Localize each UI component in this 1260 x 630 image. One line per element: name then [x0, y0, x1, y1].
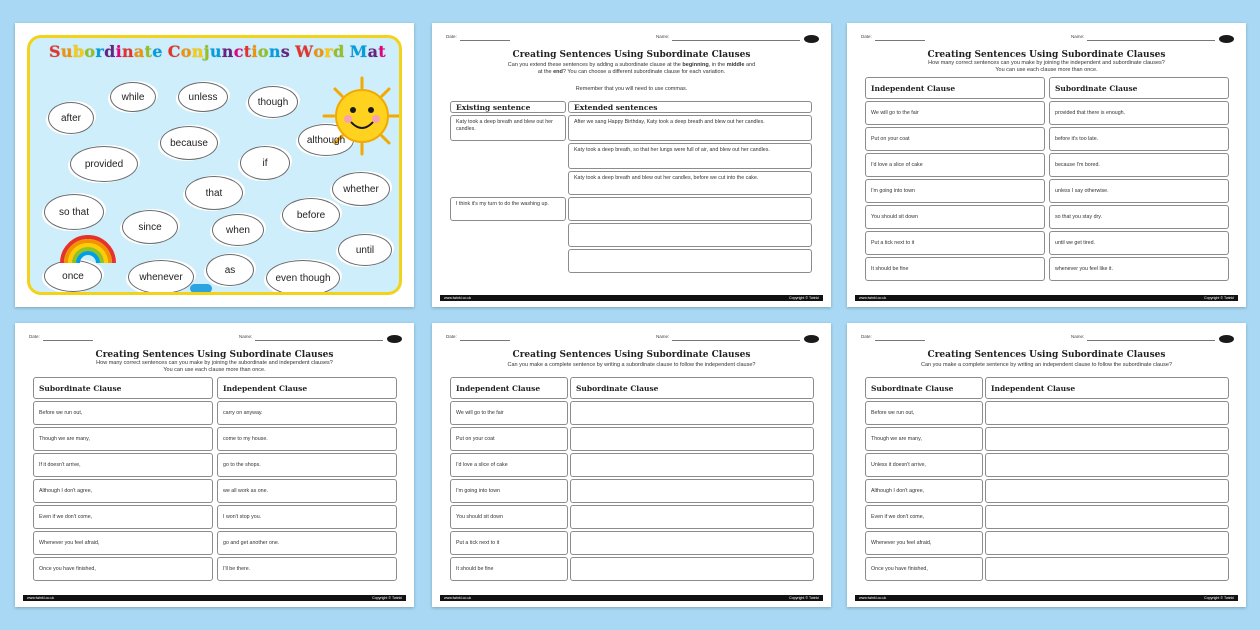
- clause-cell: Although I don't agree,: [865, 479, 983, 503]
- date-label: Date:: [446, 34, 457, 39]
- clause-cell: Put on your coat: [865, 127, 1045, 151]
- clause-cell: Whenever you feel afraid,: [33, 531, 213, 555]
- column-header: Independent Clause: [450, 377, 568, 399]
- clause-cell: whenever you feel like it.: [1049, 257, 1229, 281]
- clause-cell: so that you stay dry.: [1049, 205, 1229, 229]
- column-header: Existing sentence: [450, 101, 566, 113]
- clause-cell: Though we are many,: [33, 427, 213, 451]
- cloud-word: provided: [70, 146, 138, 182]
- footer-bar: [23, 595, 406, 601]
- clause-cell: Although I don't agree,: [33, 479, 213, 503]
- footer-bar: [440, 295, 823, 301]
- extended-sentence[interactable]: Katy took a deep breath, so that her lungs were full of air, and blew out her candles.: [568, 143, 812, 169]
- date-line[interactable]: [43, 340, 93, 341]
- date-label: Date:: [446, 334, 457, 339]
- cloud-word: since: [122, 210, 178, 244]
- clause-cell: Before we run out,: [865, 401, 983, 425]
- clause-cell: provided that there is enough.: [1049, 101, 1229, 125]
- title-letter: u: [60, 42, 73, 61]
- word-mat: [27, 35, 402, 295]
- clause-cell: I'll be there.: [217, 557, 397, 581]
- clause-cell: We will go to the fair: [450, 401, 568, 425]
- clause-cell: unless I say otherwise.: [1049, 179, 1229, 203]
- cloud-word: because: [160, 126, 218, 160]
- answer-cell[interactable]: [985, 557, 1229, 581]
- rainbow-icon: [58, 233, 118, 263]
- worksheet-extend-sentences: [432, 23, 831, 307]
- cloud-word: so that: [44, 194, 104, 230]
- answer-cell[interactable]: [985, 479, 1229, 503]
- footer-site: www.twinkl.co.uk: [444, 596, 472, 600]
- clause-cell: I'm going into town: [865, 179, 1045, 203]
- title-letter: u: [209, 42, 222, 61]
- name-line[interactable]: [1087, 40, 1215, 41]
- title-letter: o: [84, 42, 96, 61]
- clause-cell: We will go to the fair: [865, 101, 1045, 125]
- worksheet-title: Creating Sentences Using Subordinate Clauses: [927, 50, 1166, 60]
- title-letter: t: [144, 42, 153, 61]
- cloud-word: after: [48, 102, 94, 134]
- title-letter: i: [251, 42, 258, 61]
- twinkl-logo-icon: [804, 35, 819, 43]
- title-letter: e: [152, 42, 163, 61]
- title-letter: n: [221, 42, 234, 61]
- name-line[interactable]: [255, 340, 383, 341]
- title-letter: t: [378, 42, 386, 61]
- title-letter: n: [268, 42, 281, 61]
- clause-cell: carry on anyway.: [217, 401, 397, 425]
- clause-cell: because I'm bored.: [1049, 153, 1229, 177]
- column-header: Subordinate Clause: [33, 377, 213, 399]
- title-letter: a: [367, 42, 379, 61]
- clause-cell: You should sit down: [450, 505, 568, 529]
- date-line[interactable]: [460, 40, 510, 41]
- twinkl-logo-icon: [387, 335, 402, 343]
- column-header: Subordinate Clause: [865, 377, 983, 399]
- name-label: Name:: [656, 34, 670, 39]
- clause-cell: You should sit down: [865, 205, 1045, 229]
- clause-cell: I'd love a slice of cake: [450, 453, 568, 477]
- answer-cell[interactable]: [570, 453, 814, 477]
- clause-cell: If it doesn't arrive,: [33, 453, 213, 477]
- date-line[interactable]: [460, 340, 510, 341]
- title-letter: j: [203, 42, 210, 61]
- column-header: Independent Clause: [217, 377, 397, 399]
- title-letter: i: [115, 42, 122, 61]
- footer-bar: [440, 595, 823, 601]
- clause-cell: Put a tick next to it: [450, 531, 568, 555]
- name-label: Name:: [1071, 334, 1085, 339]
- extended-sentence-blank[interactable]: [568, 197, 812, 221]
- twinkl-logo-icon: [804, 335, 819, 343]
- footer-copyright: Copyright © Twinkl: [789, 296, 819, 300]
- worksheet-title: Creating Sentences Using Subordinate Clauses: [927, 350, 1166, 360]
- title-letter: M: [349, 42, 368, 61]
- title-letter: a: [133, 42, 145, 61]
- column-header: Independent Clause: [985, 377, 1229, 399]
- worksheet-title: Creating Sentences Using Subordinate Clauses: [512, 50, 751, 60]
- footer-bar: [855, 295, 1238, 301]
- column-header: Independent Clause: [865, 77, 1045, 99]
- clause-cell: before it's too late.: [1049, 127, 1229, 151]
- extended-sentence[interactable]: Katy took a deep breath and blew out her candles, before we cut into the cake.: [568, 171, 812, 195]
- title-letter: W: [295, 42, 314, 61]
- footer-site: www.twinkl.co.uk: [444, 296, 472, 300]
- title-letter: d: [104, 42, 116, 61]
- clause-cell: Though we are many,: [865, 427, 983, 451]
- cloud-word: while: [110, 82, 156, 112]
- answer-cell[interactable]: [570, 479, 814, 503]
- clause-cell: I won't stop you.: [217, 505, 397, 529]
- cloud-word: if: [240, 146, 290, 180]
- title-letter: d: [333, 42, 345, 61]
- clause-cell: Whenever you feel afraid,: [865, 531, 983, 555]
- title-letter: b: [72, 42, 85, 61]
- answer-cell[interactable]: [985, 427, 1229, 451]
- extended-sentence-blank[interactable]: [568, 249, 812, 273]
- clause-cell: go to the shops.: [217, 453, 397, 477]
- name-label: Name:: [1071, 34, 1085, 39]
- clause-cell: Unless it doesn't arrive,: [865, 453, 983, 477]
- worksheet-title: Creating Sentences Using Subordinate Clauses: [95, 350, 334, 360]
- twinkl-logo-icon: [1219, 335, 1234, 343]
- answer-cell[interactable]: [985, 505, 1229, 529]
- title-letter: t: [243, 42, 252, 61]
- cloud-word: although: [298, 124, 354, 156]
- word-mat-title: [30, 42, 402, 61]
- name-line[interactable]: [1087, 340, 1215, 341]
- existing-sentence: Katy took a deep breath and blew out her candles.: [450, 115, 566, 141]
- extended-sentence[interactable]: After we sang Happy Birthday, Katy took a deep breath and blew out her candles.: [568, 115, 812, 141]
- cloud-word: before: [282, 198, 340, 232]
- cloud-word: when: [212, 214, 264, 246]
- cloud-word: unless: [178, 82, 228, 112]
- instructions: How many correct sentences can you make by joining the independent and subordinate clauses? You can use each clause more than once.: [928, 60, 1165, 73]
- footer-site: www.twinkl.co.uk: [859, 596, 887, 600]
- date-line[interactable]: [875, 40, 925, 41]
- footer-copyright: Copyright © Twinkl: [789, 596, 819, 600]
- word-mat-sheet: [15, 23, 414, 307]
- title-letter: n: [191, 42, 204, 61]
- existing-sentence: I think it's my turn to do the washing up.: [450, 197, 566, 221]
- instructions: Can you extend these sentences by adding a subordinate clause at the beginning, in the middle and at the end? You can choose a different subordinate clause for each variation.: [507, 62, 756, 75]
- title-letter: r: [95, 42, 105, 61]
- cloud-word: once: [44, 260, 102, 292]
- name-label: Name:: [656, 334, 670, 339]
- instructions: Can you make a complete sentence by writing an independent clause to follow the subordinate clause?: [920, 362, 1173, 368]
- cloud-word: even though: [266, 260, 340, 295]
- title-letter: C: [167, 42, 181, 61]
- title-letter: o: [180, 42, 192, 61]
- name-line[interactable]: [672, 40, 800, 41]
- clause-cell: Before we run out,: [33, 401, 213, 425]
- clause-cell: Put a tick next to it: [865, 231, 1045, 255]
- title-letter: r: [324, 42, 334, 61]
- worksheet-join-subordinate-independent: [15, 323, 414, 607]
- clause-cell: It should be fine: [865, 257, 1045, 281]
- clause-cell: I'm going into town: [450, 479, 568, 503]
- clause-cell: Once you have finished,: [33, 557, 213, 581]
- answer-cell[interactable]: [570, 505, 814, 529]
- clause-cell: Even if we don't come,: [865, 505, 983, 529]
- footer-copyright: Copyright © Twinkl: [372, 596, 402, 600]
- date-label: Date:: [861, 34, 872, 39]
- cloud-word: whenever: [128, 260, 194, 294]
- clause-cell: Once you have finished,: [865, 557, 983, 581]
- answer-cell[interactable]: [985, 401, 1229, 425]
- column-header: Subordinate Clause: [1049, 77, 1229, 99]
- title-letter: o: [257, 42, 269, 61]
- clause-cell: Put on your coat: [450, 427, 568, 451]
- answer-cell[interactable]: [570, 427, 814, 451]
- worksheet-write-independent: [847, 323, 1246, 607]
- clause-cell: I'd love a slice of cake: [865, 153, 1045, 177]
- column-header: Subordinate Clause: [570, 377, 814, 399]
- answer-cell[interactable]: [570, 557, 814, 581]
- clause-cell: until we get tired.: [1049, 231, 1229, 255]
- footer-site: www.twinkl.co.uk: [27, 596, 55, 600]
- cloud-word: that: [185, 176, 243, 210]
- cloud-word: as: [206, 254, 254, 286]
- reminder: Remember that you will need to use commas.: [575, 86, 688, 92]
- footer-bar: [855, 595, 1238, 601]
- answer-cell[interactable]: [570, 401, 814, 425]
- clause-cell: go and get another one.: [217, 531, 397, 555]
- extended-sentence-blank[interactable]: [568, 223, 812, 247]
- name-line[interactable]: [672, 340, 800, 341]
- worksheet-title: Creating Sentences Using Subordinate Clauses: [512, 350, 751, 360]
- twinkl-logo-icon: [190, 284, 212, 293]
- title-letter: c: [233, 42, 244, 61]
- worksheet-join-independent-subordinate: [847, 23, 1246, 307]
- answer-cell[interactable]: [985, 531, 1229, 555]
- column-header: Extended sentences: [568, 101, 812, 113]
- date-line[interactable]: [875, 340, 925, 341]
- clause-cell: Even if we don't come,: [33, 505, 213, 529]
- cloud-word: until: [338, 234, 392, 266]
- clause-cell: we all work as one.: [217, 479, 397, 503]
- cloud-word: whether: [332, 172, 390, 206]
- title-letter: s: [280, 42, 291, 61]
- worksheet-write-subordinate: [432, 323, 831, 607]
- date-label: Date:: [29, 334, 40, 339]
- title-letter: S: [49, 42, 61, 61]
- answer-cell[interactable]: [985, 453, 1229, 477]
- name-label: Name:: [239, 334, 253, 339]
- answer-cell[interactable]: [570, 531, 814, 555]
- twinkl-logo-icon: [1219, 35, 1234, 43]
- footer-site: www.twinkl.co.uk: [859, 296, 887, 300]
- clause-cell: come to my house.: [217, 427, 397, 451]
- title-letter: o: [313, 42, 325, 61]
- title-letter: n: [121, 42, 134, 61]
- footer-copyright: Copyright © Twinkl: [1204, 596, 1234, 600]
- clause-cell: It should be fine: [450, 557, 568, 581]
- instructions: How many correct sentences can you make by joining the subordinate and independent clauses? You can use each clause more than once.: [96, 360, 333, 373]
- cloud-word: though: [248, 86, 298, 118]
- date-label: Date:: [861, 334, 872, 339]
- footer-copyright: Copyright © Twinkl: [1204, 296, 1234, 300]
- instructions: Can you make a complete sentence by writing a subordinate clause to follow the independent clause?: [507, 362, 756, 368]
